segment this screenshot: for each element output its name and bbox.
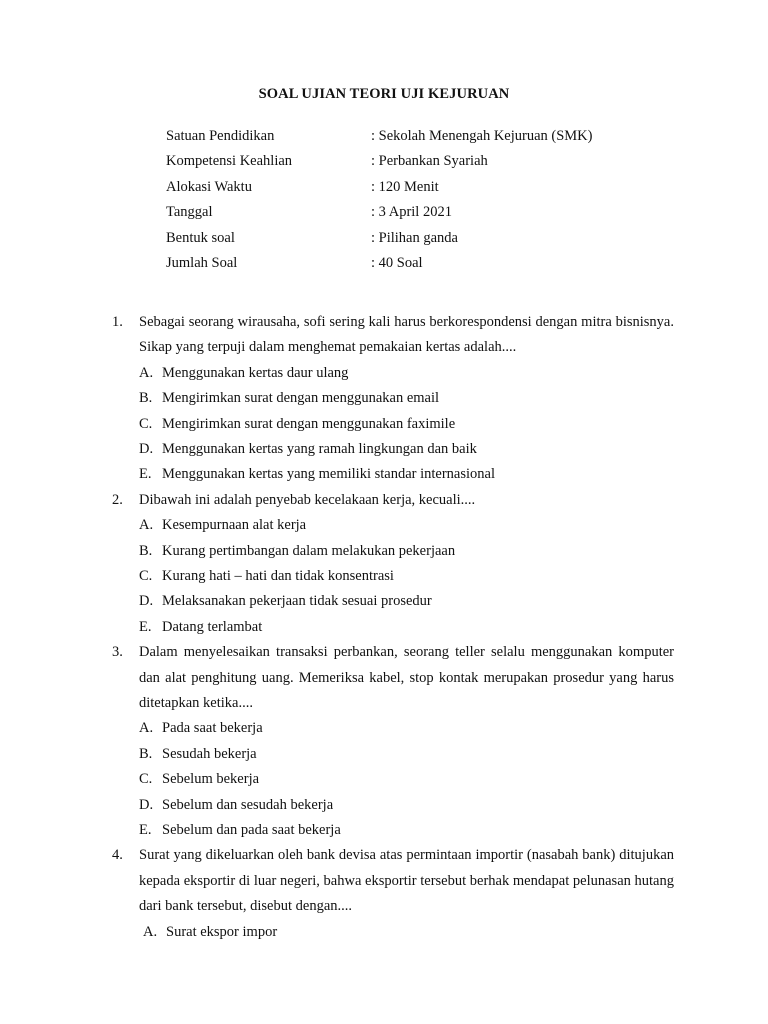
- info-row: [166, 226, 592, 251]
- answer-option: [139, 437, 674, 462]
- option-text: Sebelum dan sesudah bekerja: [162, 796, 334, 813]
- question-text: Sebagai seorang wirausaha, sofi sering kali harus berkorespondensi dengan mitra bisnisnya. Sikap yang terpuji dalam menghemat pemakaian kertas adalah....: [139, 314, 674, 356]
- document-title: SOAL UJIAN TEORI UJI KEJURUAN: [258, 86, 510, 102]
- info-label: Jumlah Soal: [166, 254, 238, 271]
- info-label: Bentuk soal: [166, 229, 235, 246]
- option-list: [139, 361, 674, 488]
- option-letter: A.: [139, 364, 154, 381]
- answer-option: [139, 920, 674, 945]
- answer-option: [139, 615, 674, 640]
- info-label: Alokasi Waktu: [166, 178, 252, 195]
- option-list: [139, 920, 674, 945]
- answer-option: [139, 462, 674, 487]
- question-item: [112, 310, 674, 488]
- info-value: : 3 April 2021: [371, 204, 452, 221]
- answer-option: [139, 513, 674, 538]
- question-number: 4.: [112, 847, 123, 864]
- answer-option: [139, 564, 674, 589]
- option-text: Menggunakan kertas yang ramah lingkungan dan baik: [162, 440, 477, 457]
- answer-option: [139, 412, 674, 437]
- answer-option: [139, 386, 674, 411]
- question-number: 1.: [112, 314, 123, 330]
- question-text: Dibawah ini adalah penyebab kecelakaan kerja, kecuali....: [139, 491, 476, 508]
- question-item: [112, 640, 674, 843]
- option-letter: D.: [139, 440, 154, 457]
- option-letter: C.: [139, 567, 153, 584]
- question-item: [112, 843, 674, 945]
- option-text: Sebelum dan pada saat bekerja: [162, 821, 341, 838]
- info-value: : Pilihan ganda: [371, 229, 458, 246]
- option-letter: E.: [139, 466, 152, 483]
- info-row: [166, 175, 592, 200]
- answer-option: [139, 818, 674, 843]
- info-row: [166, 149, 592, 174]
- option-letter: D.: [139, 593, 154, 610]
- answer-option: [139, 767, 674, 792]
- info-value: : Perbankan Syariah: [371, 153, 488, 170]
- info-value: : 40 Soal: [371, 254, 423, 271]
- option-text: Mengirimkan surat dengan menggunakan email: [162, 390, 440, 407]
- option-text: Kurang pertimbangan dalam melakukan pekerjaan: [162, 542, 456, 559]
- answer-option: [139, 742, 674, 767]
- option-letter: E.: [139, 821, 152, 838]
- option-text: Datang terlambat: [162, 618, 263, 635]
- answer-option: [139, 539, 674, 564]
- info-label: Satuan Pendidikan: [166, 128, 275, 144]
- option-text: Pada saat bekerja: [162, 720, 263, 737]
- info-label: Kompetensi Keahlian: [166, 153, 293, 170]
- answer-option: [139, 716, 674, 741]
- question-text: Surat yang dikeluarkan oleh bank devisa atas permintaan importir (nasabah bank) ditujukan kepada eksportir di luar negeri, bahwa eksportir tersebut berhak mendapat pelunasan hutang dari bank tersebut, disebut dengan....: [139, 847, 674, 915]
- option-text: Menggunakan kertas yang memiliki standar internasional: [162, 466, 496, 483]
- question-list: [112, 310, 674, 945]
- option-letter: D.: [139, 796, 154, 813]
- option-letter: B.: [139, 745, 153, 762]
- answer-option: [139, 361, 674, 386]
- info-value: : 120 Menit: [371, 178, 439, 195]
- info-row: [166, 124, 592, 149]
- option-letter: A.: [139, 720, 154, 737]
- info-label: Tanggal: [166, 204, 213, 221]
- info-value: : Sekolah Menengah Kejuruan (SMK): [371, 128, 593, 144]
- option-text: Sesudah bekerja: [162, 745, 257, 762]
- answer-option: [139, 793, 674, 818]
- question-number: 3.: [112, 644, 123, 661]
- option-letter: E.: [139, 618, 152, 635]
- option-letter: A.: [143, 923, 158, 940]
- option-text: Melaksanakan pekerjaan tidak sesuai prosedur: [162, 593, 432, 610]
- question-number: 2.: [112, 491, 123, 508]
- option-text: Sebelum bekerja: [162, 771, 260, 788]
- option-text: Mengirimkan surat dengan menggunakan faximile: [162, 415, 456, 432]
- exam-info-table: [166, 124, 592, 276]
- question-item: [112, 488, 674, 640]
- info-row: [166, 251, 592, 276]
- option-text: Menggunakan kertas daur ulang: [162, 364, 349, 381]
- option-letter: A.: [139, 517, 154, 534]
- option-text: Surat ekspor impor: [166, 923, 278, 940]
- option-text: Kesempurnaan alat kerja: [162, 517, 307, 534]
- option-letter: C.: [139, 415, 153, 432]
- option-letter: B.: [139, 542, 153, 559]
- answer-option: [139, 589, 674, 614]
- option-letter: B.: [139, 390, 153, 407]
- question-text: Dalam menyelesaikan transaksi perbankan, seorang teller selalu menggunakan komputer dan alat penghitung uang. Memeriksa kabel, stop kontak merupakan prosedur yang harus ditetapkan ketika....: [139, 644, 674, 711]
- option-list: [139, 513, 674, 640]
- info-row: [166, 200, 592, 225]
- option-list: [139, 716, 674, 843]
- option-letter: C.: [139, 771, 153, 788]
- option-text: Kurang hati – hati dan tidak konsentrasi: [162, 567, 394, 584]
